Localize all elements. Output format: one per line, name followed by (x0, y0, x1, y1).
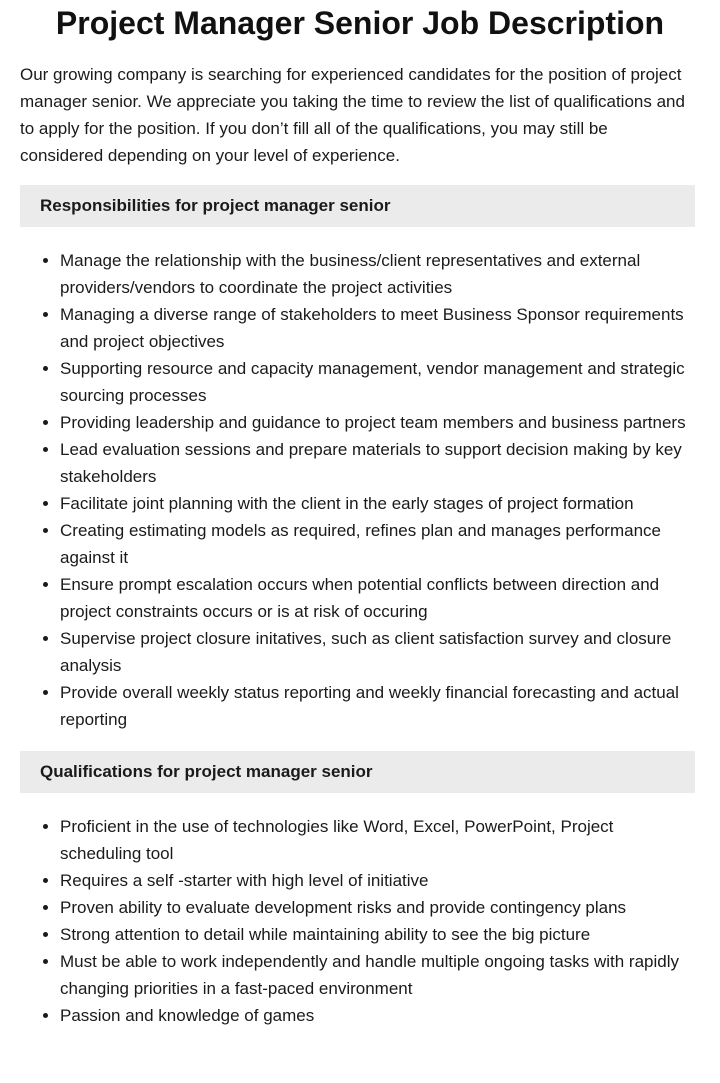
list-item: • Facilitate joint planning with the client in the early stages of project formation (60, 490, 695, 517)
list-item: • Providing leadership and guidance to project team members and business partners (60, 409, 695, 436)
list-item: • Manage the relationship with the business/client representatives and external providers/vendors to coordinate the project activities (60, 247, 695, 301)
list-item: • Supporting resource and capacity management, vendor management and strategic sourcing processes (60, 355, 695, 409)
list-item: • Must be able to work independently and handle multiple ongoing tasks with rapidly changing priorities in a fast-paced environment (60, 948, 695, 1002)
qualifications-list (20, 813, 695, 1029)
page-title: Project Manager Senior Job Description (55, 5, 665, 41)
list-item: • Ensure prompt escalation occurs when potential conflicts between direction and project constraints occurs or is at risk of occuring (60, 571, 695, 625)
list-item: • Proficient in the use of technologies like Word, Excel, PowerPoint, Project scheduling tool (60, 813, 695, 867)
list-item: • Strong attention to detail while maintaining ability to see the big picture (60, 921, 695, 948)
qualifications-heading: Qualifications for project manager senior (20, 751, 695, 793)
list-item: • Supervise project closure initatives, such as client satisfaction survey and closure analysis (60, 625, 695, 679)
intro-paragraph: Our growing company is searching for experienced candidates for the position of project manager senior. We appreciate you taking the time to review the list of qualifications and to apply for the position. If you don’t fill all of the qualifications, you may still be considered depending on your level of experience. (20, 65, 685, 165)
list-item: • Lead evaluation sessions and prepare materials to support decision making by key stakeholders (60, 436, 695, 490)
responsibilities-list (20, 247, 695, 733)
list-item: • Requires a self -starter with high level of initiative (60, 867, 695, 894)
list-item: • Creating estimating models as required, refines plan and manages performance against it (60, 517, 695, 571)
list-item: • Managing a diverse range of stakeholders to meet Business Sponsor requirements and project objectives (60, 301, 695, 355)
list-item: • Proven ability to evaluate development risks and provide contingency plans (60, 894, 695, 921)
list-item: • Provide overall weekly status reporting and weekly financial forecasting and actual reporting (60, 679, 695, 733)
responsibilities-heading: Responsibilities for project manager senior (20, 185, 695, 227)
list-item: • Passion and knowledge of games (60, 1002, 695, 1029)
